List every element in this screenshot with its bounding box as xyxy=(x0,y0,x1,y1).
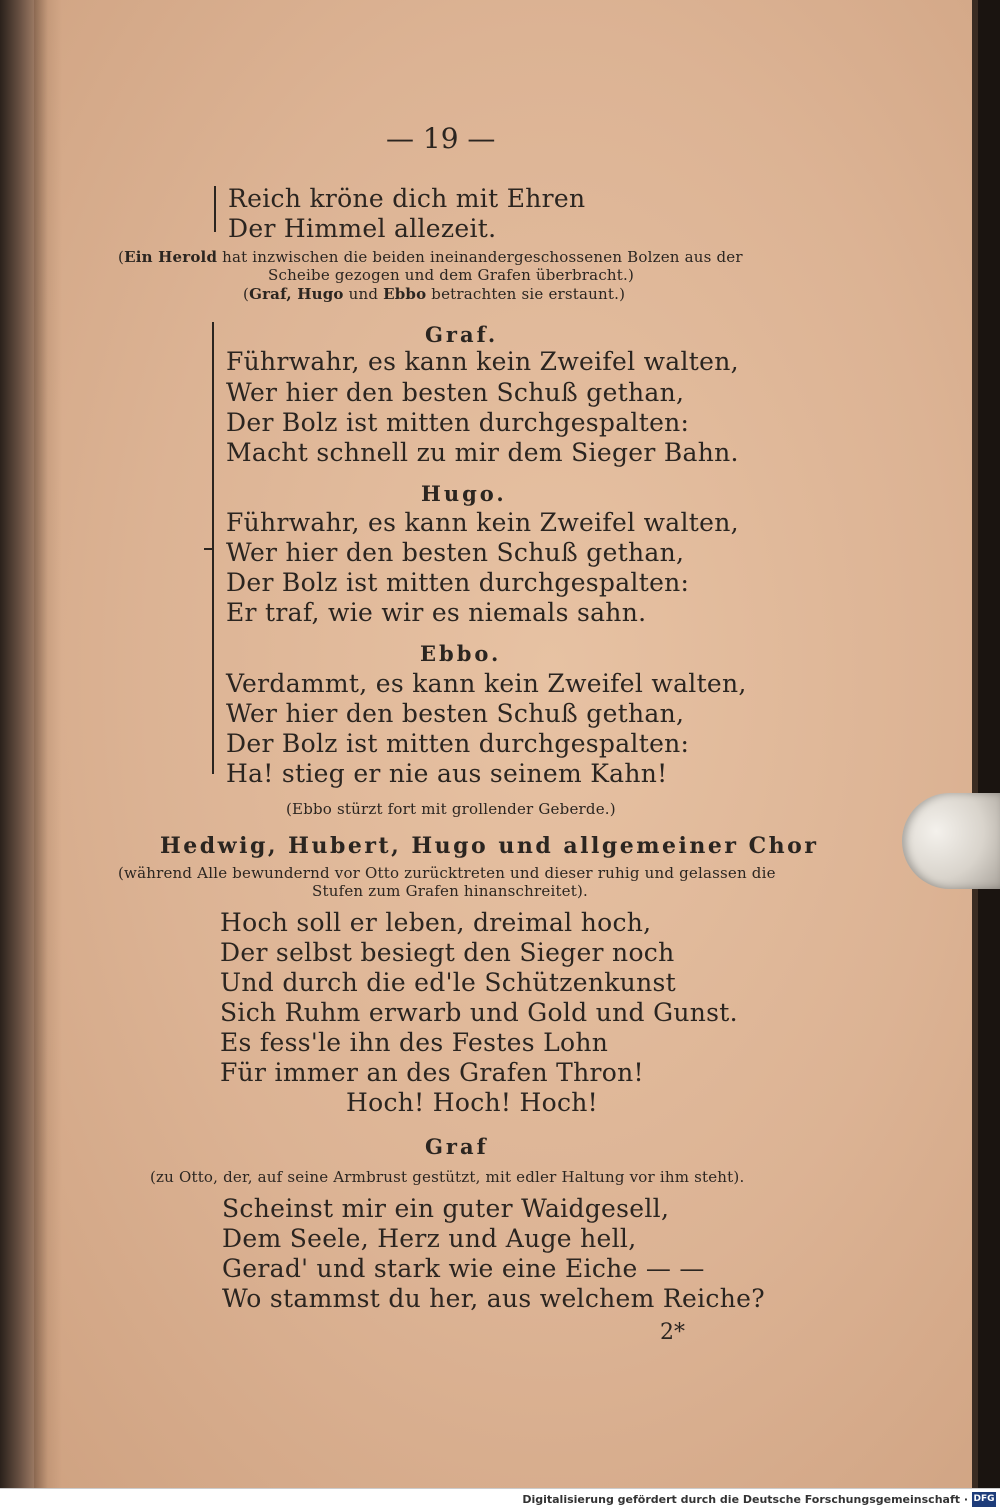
stage-direction: Stufen zum Grafen hinanschreitet). xyxy=(312,882,589,900)
verse-line: Dem Seele, Herz und Auge hell, xyxy=(222,1224,637,1253)
stage-direction: (Ebbo stürzt fort mit grollender Geberde.) xyxy=(286,800,616,818)
page-clip xyxy=(902,793,1000,889)
stage-direction-text: hat inzwischen die beiden ineinandergeschossenen Bolzen aus der xyxy=(222,248,743,266)
verse-line: Es fess'le ihn des Festes Lohn xyxy=(220,1028,609,1057)
speaker-name: Graf xyxy=(425,1134,489,1159)
signature-mark: 2* xyxy=(660,1320,685,1345)
verse-line: Hoch soll er leben, dreimal hoch, xyxy=(220,908,652,937)
chorus-heading: Hedwig, Hubert, Hugo und allgemeiner Chor xyxy=(160,833,819,859)
verse-line: Scheinst mir ein guter Waidgesell, xyxy=(222,1194,670,1223)
verse-line: Gerad' und stark wie eine Eiche — — xyxy=(222,1254,705,1283)
verse-line: Wer hier den besten Schuß gethan, xyxy=(226,538,685,567)
stage-direction-name: Ein Herold xyxy=(124,248,218,266)
verse-line: Für immer an des Grafen Thron! xyxy=(220,1058,644,1087)
stage-direction-text: und xyxy=(348,285,379,303)
verse-line: Führwahr, es kann kein Zweifel walten, xyxy=(226,508,739,537)
speaker-name: Ebbo. xyxy=(420,641,502,666)
verse-line: Der Bolz ist mitten durchgespalten: xyxy=(226,568,690,597)
verse-line: Wer hier den besten Schuß gethan, xyxy=(226,699,685,728)
stage-direction-name: Ebbo xyxy=(383,285,427,303)
verse-line: Verdammt, es kann kein Zweifel walten, xyxy=(226,669,747,698)
verse-line: Der Bolz ist mitten durchgespalten: xyxy=(226,408,690,437)
stage-direction: (Ein Herold hat inzwischen die beiden ineinandergeschossenen Bolzen aus der xyxy=(118,248,743,266)
stage-direction: Scheibe gezogen und dem Grafen überbracht.) xyxy=(268,266,635,284)
verse-line: Wer hier den besten Schuß gethan, xyxy=(226,378,685,407)
verse-line: Macht schnell zu mir dem Sieger Bahn. xyxy=(226,438,739,467)
verse-line: Der Bolz ist mitten durchgespalten: xyxy=(226,729,690,758)
stage-direction: (Graf, Hugo und Ebbo betrachten sie erstaunt.) xyxy=(243,285,626,303)
verse-line: Und durch die ed'le Schützenkunst xyxy=(220,968,676,997)
dfg-logo: DFG xyxy=(972,1492,996,1507)
stage-direction-name: Graf, Hugo xyxy=(249,285,344,303)
stage-direction-text: betrachten sie erstaunt.) xyxy=(431,285,626,303)
verse-line: Ha! stieg er nie aus seinem Kahn! xyxy=(226,759,668,788)
verse-line: Der selbst besiegt den Sieger noch xyxy=(220,938,675,967)
speaker-name: Graf. xyxy=(425,322,499,347)
verse-bracket-1 xyxy=(214,186,216,232)
stage-direction: (zu Otto, der, auf seine Armbrust gestützt, mit edler Haltung vor ihm steht). xyxy=(150,1168,745,1186)
stage-direction: (während Alle bewundernd vor Otto zurücktreten und dieser ruhig und gelassen die xyxy=(118,864,776,882)
verse-line: Wo stammst du her, aus welchem Reiche? xyxy=(222,1284,765,1313)
verse-line: Führwahr, es kann kein Zweifel walten, xyxy=(226,347,739,376)
footer-bar xyxy=(0,1488,1000,1511)
footer-credit: Digitalisierung gefördert durch die Deutsche Forschungsgemeinschaft · xyxy=(522,1493,968,1506)
page-fold-shadow xyxy=(34,0,62,1488)
verse-line: Hoch! Hoch! Hoch! xyxy=(346,1088,598,1117)
verse-line: Der Himmel allezeit. xyxy=(228,214,497,243)
verse-line: Reich kröne dich mit Ehren xyxy=(228,184,586,213)
trio-bracket-point xyxy=(204,548,213,550)
speaker-name: Hugo. xyxy=(421,481,507,506)
verse-line: Er traf, wie wir es niemals sahn. xyxy=(226,598,647,627)
page-number: — 19 — xyxy=(386,122,496,155)
verse-line: Sich Ruhm erwarb und Gold und Gunst. xyxy=(220,998,738,1027)
